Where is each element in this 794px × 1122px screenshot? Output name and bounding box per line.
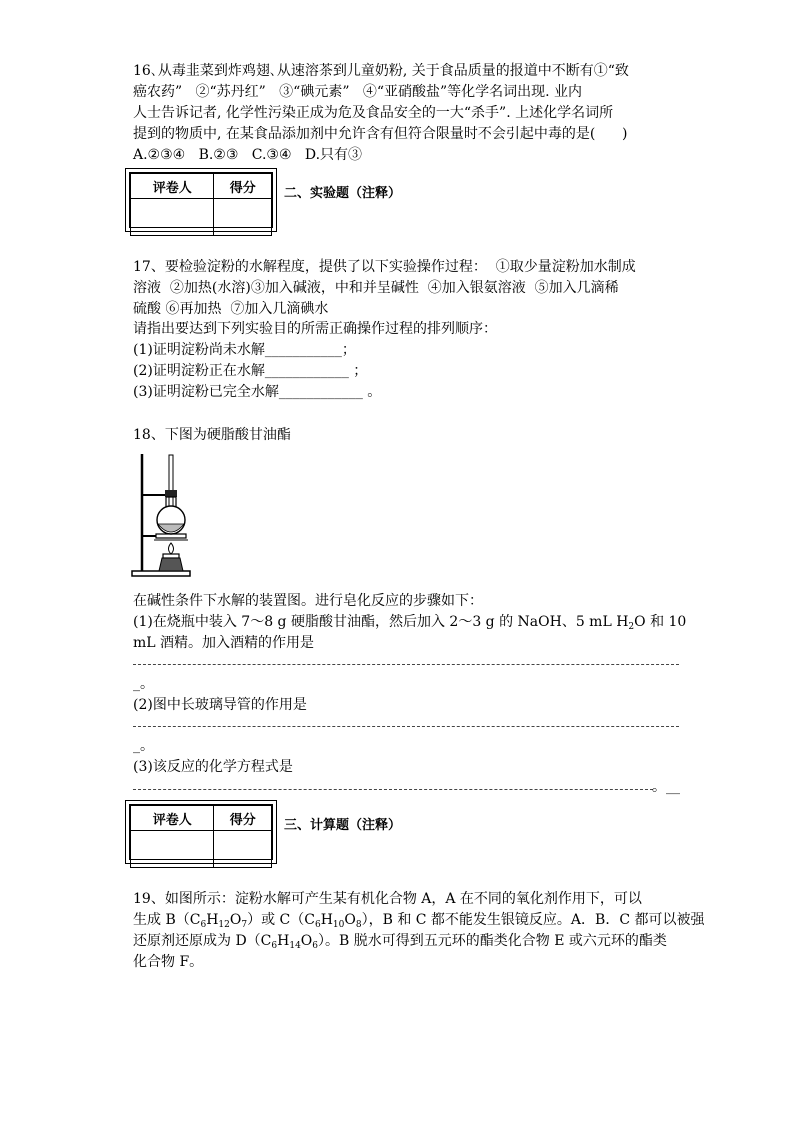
formula-c-sub: 8 [355, 920, 362, 930]
answer-blank-3[interactable] [133, 789, 653, 790]
answer-blank-1[interactable] [133, 664, 679, 665]
q18-intro: 在碱性条件下水解的装置图。进行皂化反应的步骤如下： [133, 593, 483, 609]
q19-line2-end: ），B 和 C 都不能发生银镜反应。A．B．C 都可以被强 [361, 912, 705, 928]
formula-b-sub: 12 [218, 920, 230, 930]
answer-end-2: _。 [133, 738, 154, 754]
q19-line2-mid: ）或 C（C [247, 912, 315, 928]
formula-c-sub: 10 [332, 920, 345, 930]
answer-end-1: _。 [133, 676, 154, 692]
q19-line3-end: ）。B 脱水可得到五元环的酯类化合物 E 或六元环的酯类 [318, 933, 667, 949]
q18-part3: (3)该反应的化学方程式是 [133, 759, 293, 775]
q18-title: 18、下图为硬脂酸甘油酯 [133, 427, 291, 443]
formula-b-o: O [229, 912, 242, 928]
formula-b-sub: 6 [200, 920, 207, 930]
reviewer-cell [131, 199, 214, 236]
q17-line3: 硫酸 ⑥再加热 ⑦加入几滴碘水 [133, 301, 329, 317]
formula-b-sub: 7 [241, 920, 248, 930]
section2-title: 二、实验题（注释） [284, 186, 402, 201]
reviewer-label: 评卷人 [131, 806, 214, 831]
score-label: 得分 [214, 806, 272, 831]
reviewer-label: 评卷人 [131, 174, 214, 199]
formula-d-h: H [277, 933, 290, 949]
q18-part1-end: O 和 10 [634, 614, 687, 630]
q19-line3-start: 还原剂还原成为 D（C [133, 933, 272, 949]
q18-part1-line2: mL 酒精。加入酒精的作用是 [133, 635, 315, 651]
reviewer-cell [131, 831, 214, 868]
q19-line4: 化合物 F。 [133, 954, 204, 970]
q16-options: A.②③④ B.②③ C.③④ D.只有③ [133, 147, 363, 163]
answer-end-3: 。__ [652, 779, 680, 795]
score-box-2 [125, 800, 277, 864]
formula-d-sub: 6 [271, 941, 278, 951]
q16-line4: 提到的物质中, 在某食品添加剂中允许含有但符合限量时不会引起中毒的是( ) [133, 126, 628, 142]
q17-sub1: (1)证明淀粉尚未水解___________； [133, 342, 356, 358]
q17-sub3: (3)证明淀粉已完全水解____________ 。 [133, 384, 382, 400]
q16-line3: 人士告诉记者, 化学性污染正成为危及食品安全的一大“杀手”. 上述化学名词所 [133, 105, 614, 121]
formula-b-h: H [206, 912, 219, 928]
formula-d-o: O [300, 933, 313, 949]
saponification-apparatus-diagram [130, 450, 210, 580]
score-box-1 [125, 168, 277, 232]
score-label: 得分 [214, 174, 272, 199]
q16-line2: 癌农药” ②“苏丹红” ③“碘元素” ④“亚硝酸盐”等化学名词出现. 业内 [133, 84, 583, 100]
score-cell [214, 199, 272, 236]
answer-blank-2[interactable] [133, 726, 679, 727]
q19-line3 [133, 930, 667, 957]
h2o-subscript: 2 [628, 622, 635, 632]
formula-c-o: O [344, 912, 356, 928]
q18-part2: (2)图中长玻璃导管的作用是 [133, 697, 307, 713]
q17-line1: 17、要检验淀粉的水解程度，提供了以下实验操作过程： ①取少量淀粉加水制成 [133, 259, 636, 275]
formula-d-sub: 14 [289, 941, 301, 951]
formula-c-h: H [320, 912, 333, 928]
q18-part1-text: (1)在烧瓶中装入 7～8 g 硬脂酸甘油酯，然后加入 2～3 g 的 NaOH、5 mL H [133, 614, 629, 630]
formula-d-sub: 6 [312, 941, 319, 951]
q19-line1: 19、如图所示：淀粉水解可产生某有机化合物 A，A 在不同的氧化剂作用下，可以 [133, 891, 642, 907]
q17-line2: 溶液 ②加热(水溶)③加入碱液，中和并呈碱性 ④加入银氨溶液 ⑤加入几滴稀 [133, 280, 619, 296]
q17-sub2: (2)证明淀粉正在水解____________ ； [133, 363, 368, 379]
score-cell [214, 831, 272, 868]
q19-line2-start: 生成 B（C [133, 912, 201, 928]
q16-line1: 16､从毒韭菜到炸鸡翅､从速溶茶到儿童奶粉, 关于食品质量的报道中不断有①“致 [133, 63, 629, 79]
q17-line4: 请指出要达到下列实验目的所需正确操作过程的排列顺序： [133, 321, 497, 337]
section3-title: 三、计算题（注释） [284, 818, 402, 833]
formula-c-sub: 6 [314, 920, 321, 930]
